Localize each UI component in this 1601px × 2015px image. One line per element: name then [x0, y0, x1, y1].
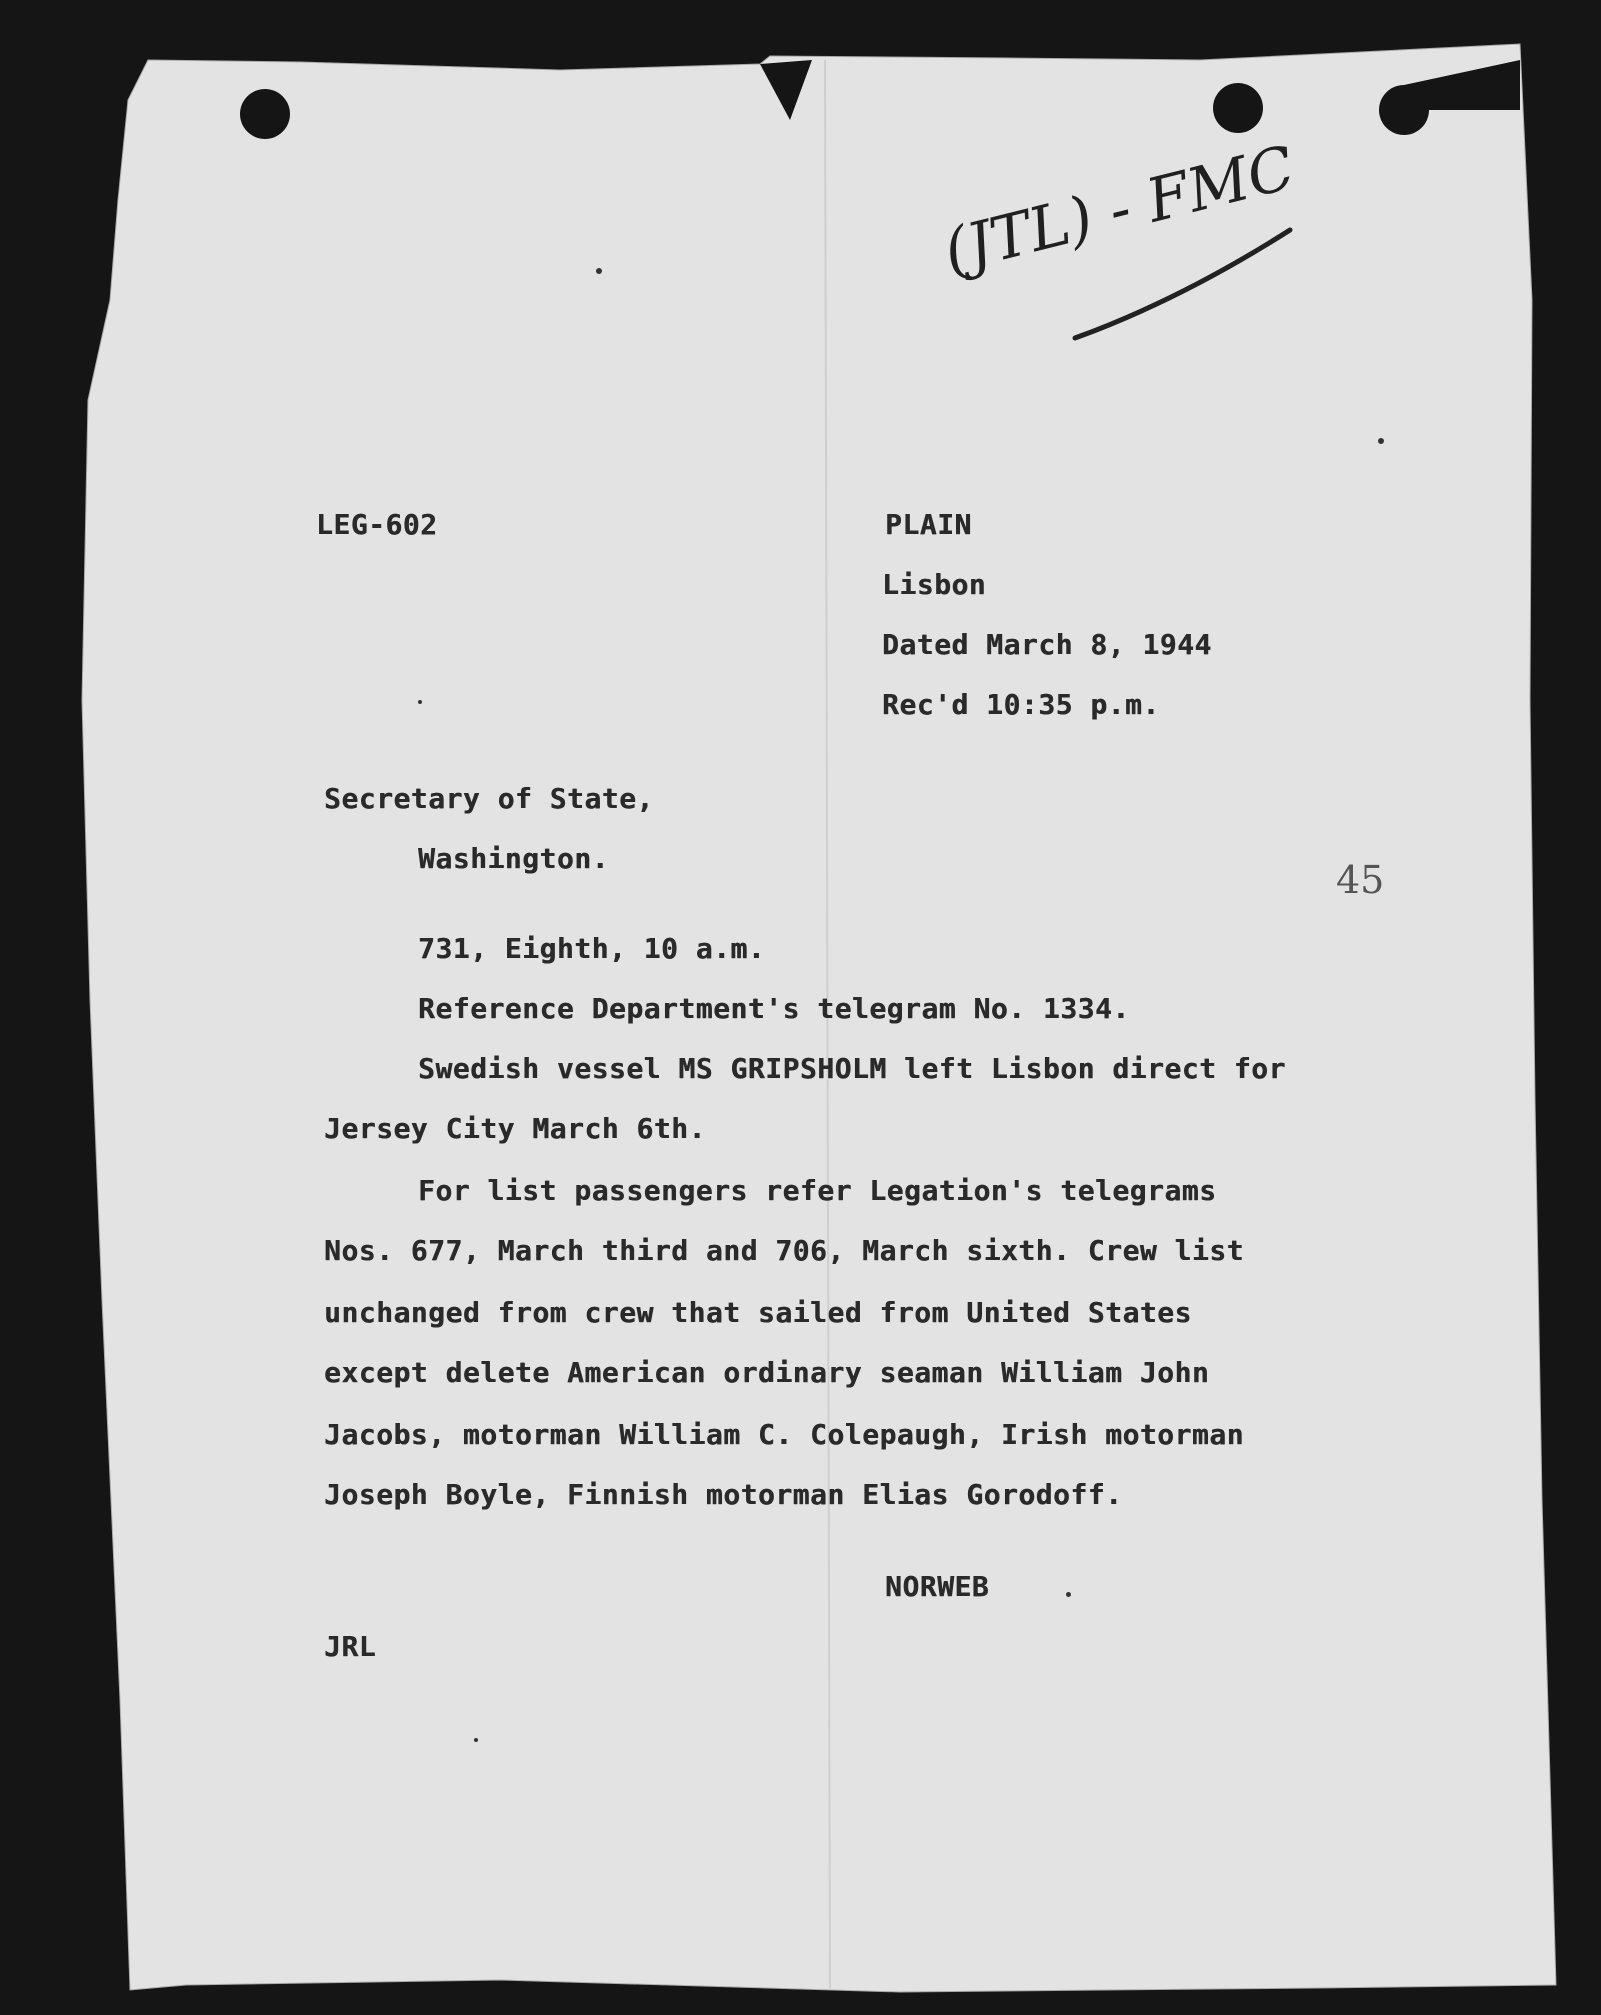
classification: PLAIN: [885, 508, 972, 541]
body-line-8: except delete American ordinary seaman William John: [324, 1356, 1210, 1389]
signature: NORWEB: [885, 1570, 990, 1603]
punch-hole-left: [240, 89, 290, 139]
body-line-10: Joseph Boyle, Finnish motorman Elias Gorodoff.: [324, 1478, 1123, 1511]
body-line-5: For list passengers refer Legation's telegrams: [418, 1174, 1217, 1207]
reference-code: LEG-602: [316, 508, 438, 541]
body-line-1: 731, Eighth, 10 a.m.: [418, 932, 766, 965]
body-line-3: Swedish vessel MS GRIPSHOLM left Lisbon direct for: [418, 1052, 1286, 1085]
body-line-6: Nos. 677, March third and 706, March sixth. Crew list: [324, 1234, 1244, 1267]
received-line: Rec'd 10:35 p.m.: [882, 688, 1160, 721]
addressee-line-2: Washington.: [418, 842, 609, 875]
scan-speck: [474, 1738, 478, 1742]
origin-city: Lisbon: [882, 568, 987, 601]
page-number: 45: [1336, 858, 1385, 902]
scan-speck: [596, 268, 602, 274]
addressee-line-1: Secretary of State,: [324, 782, 654, 815]
body-line-4: Jersey City March 6th.: [324, 1112, 706, 1145]
body-line-2: Reference Department's telegram No. 1334.: [418, 992, 1130, 1025]
scan-speck: [1378, 438, 1384, 444]
body-line-9: Jacobs, motorman William C. Colepaugh, Irish motorman: [324, 1418, 1244, 1451]
footer-initials: JRL: [324, 1630, 377, 1663]
scan-speck: [418, 700, 422, 704]
dated-line: Dated March 8, 1944: [882, 628, 1212, 661]
scan-speck: [1066, 1592, 1071, 1597]
handwritten-annotation: (JTL) - FMC: [936, 132, 1302, 288]
body-line-7: unchanged from crew that sailed from United States: [324, 1296, 1192, 1329]
punch-hole-center: [1213, 83, 1263, 133]
